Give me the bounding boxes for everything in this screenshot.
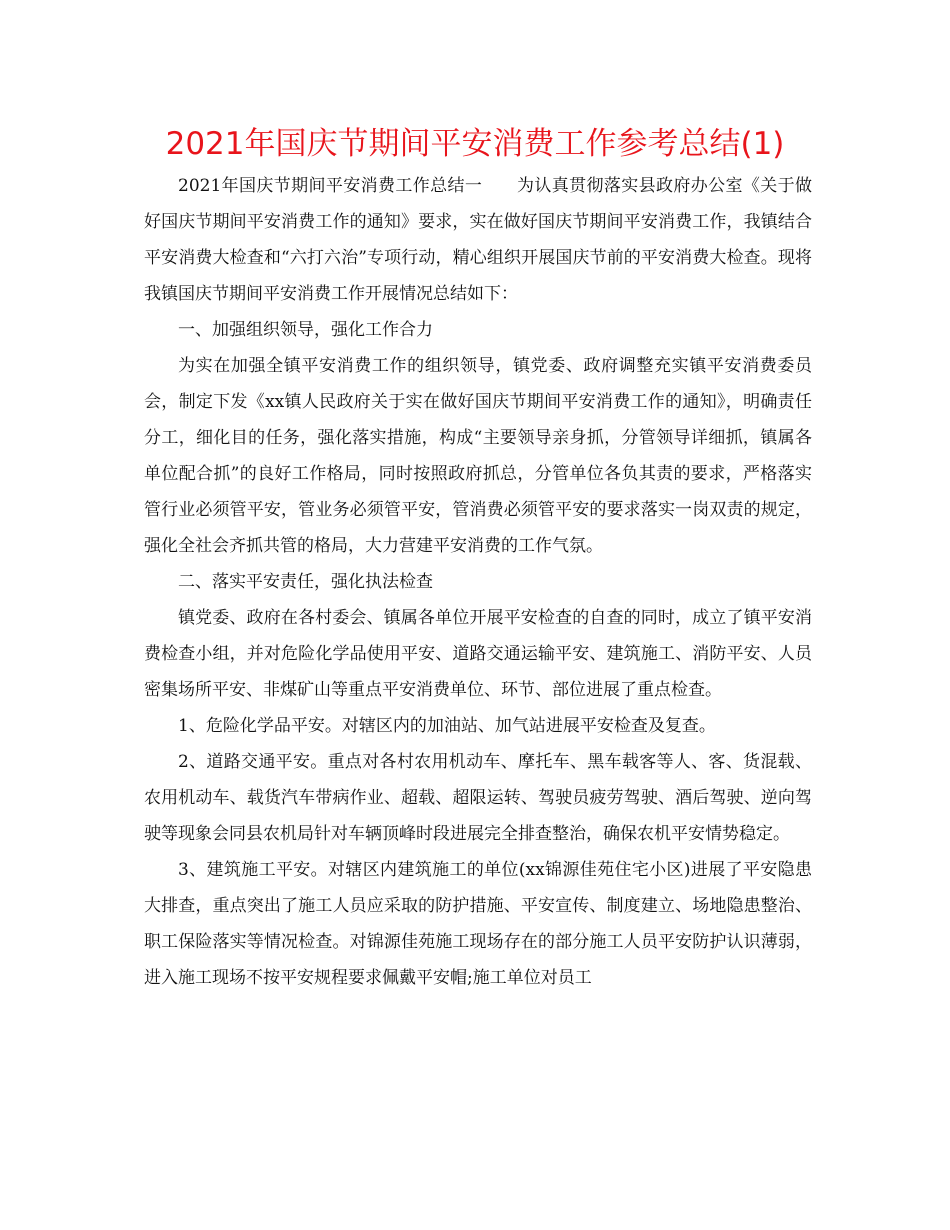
document-body <box>144 168 812 996</box>
paragraph-item-2: 2、道路交通平安。重点对各村农用机动车、摩托车、黑车载客等人、客、货混载、农用机动车、载货汽车带病作业、超载、超限运转、驾驶员疲劳驾驶、酒后驾驶、逆向驾驶等现象会同县农机局针对车辆顶峰时段进展完全排查整治，确保农机平安情势稳定。 <box>144 752 812 844</box>
paragraph-intro: 2021年国庆节期间平安消费工作总结一 为认真贯彻落实县政府办公室《关于做好国庆节期间平安消费工作的通知》要求，实在做好国庆节期间平安消费工作，我镇结合平安消费大检查和“六打六治”专项行动，精心组织开展国庆节前的平安消费大检查。现将我镇国庆节期间平安消费工作开展情况总结如下： <box>144 176 812 304</box>
paragraph-inspection: 镇党委、政府在各村委会、镇属各单位开展平安检查的自查的同时，成立了镇平安消费检查小组，并对危险化学品使用平安、道路交通运输平安、建筑施工、消防平安、人员密集场所平安、非煤矿山等重点平安消费单位、环节、部位进展了重点检查。 <box>144 608 812 700</box>
section-heading-2: 二、落实平安责任，强化执法检查 <box>178 572 433 592</box>
paragraph-item-1: 1、危险化学品平安。对辖区内的加油站、加气站进展平安检查及复查。 <box>178 716 716 736</box>
paragraph-item-3: 3、建筑施工平安。对辖区内建筑施工的单位(xx锦源佳苑住宅小区)进展了平安隐患大排查，重点突出了施工人员应采取的防护措施、平安宣传、制度建立、场地隐患整治、职工保险落实等情况检查。对锦源佳苑施工现场存在的部分施工人员平安防护认识薄弱，进入施工现场不按平安规程要求佩戴平安帽;施工单位对员工 <box>144 860 812 988</box>
section-heading-1: 一、加强组织领导，强化工作合力 <box>178 320 433 340</box>
document-title: 2021年国庆节期间平安消费工作参考总结(1) <box>165 126 785 162</box>
paragraph-organization: 为实在加强全镇平安消费工作的组织领导，镇党委、政府调整充实镇平安消费委员会，制定下发《xx镇人民政府关于实在做好国庆节期间平安消费工作的通知》，明确责任分工，细化目的任务，强化落实措施，构成“主要领导亲身抓，分管领导详细抓，镇属各单位配合抓”的良好工作格局，同时按照政府抓总，分管单位各负其责的要求，严格落实管行业必须管平安，管业务必须管平安，管消费必须管平安的要求落实一岗双责的规定，强化全社会齐抓共管的格局，大力营建平安消费的工作气氛。 <box>144 356 812 556</box>
